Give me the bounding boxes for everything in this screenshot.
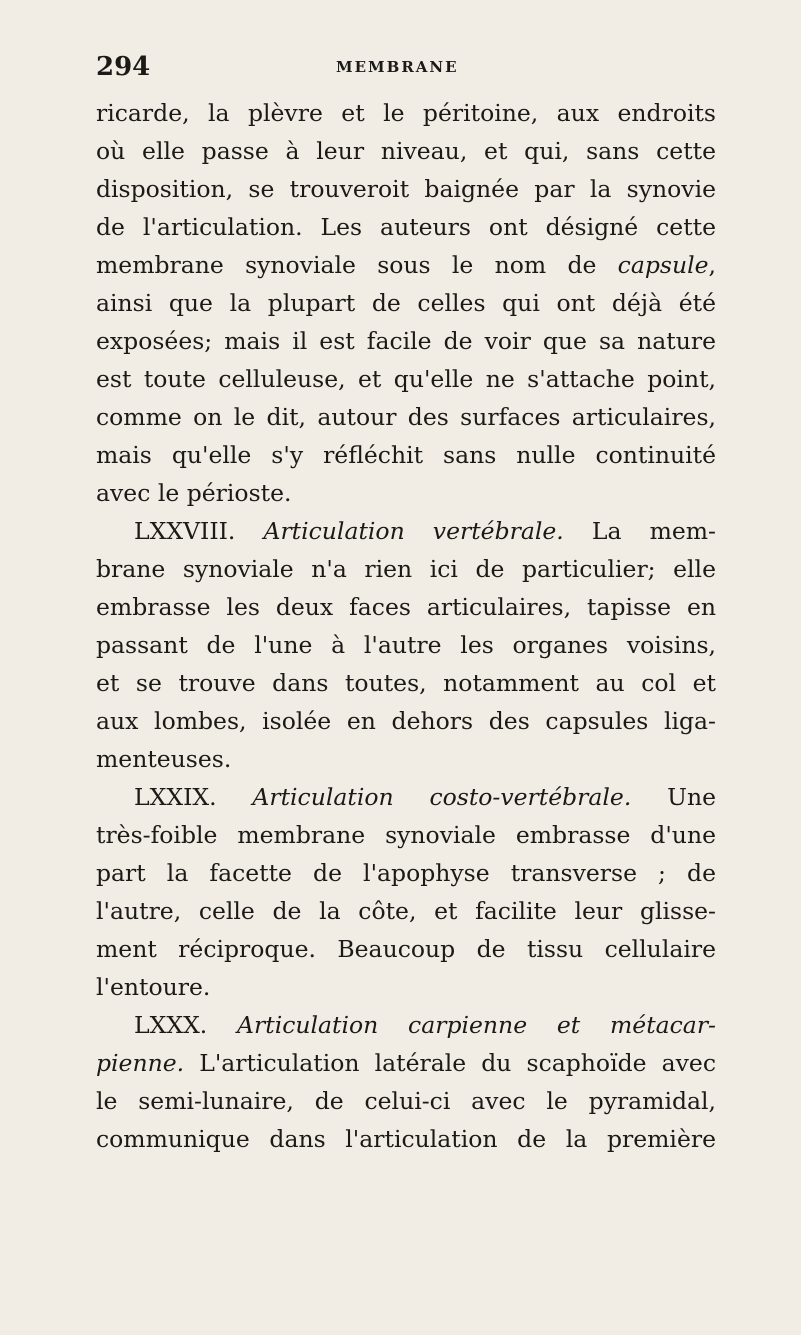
text-segment: LXXX. <box>134 1011 238 1039</box>
text-segment: passant de l'une à l'autre les organes voisins, <box>96 631 716 659</box>
text-segment: comme on le dit, autour des surfaces articulaires, <box>96 403 716 431</box>
text-segment: l'entoure. <box>96 973 211 1001</box>
text-segment: brane synoviale n'a rien ici de particulier; elle <box>96 555 716 583</box>
text-line <box>96 398 716 436</box>
text-segment: L'articulation latérale du scaphoïde avec <box>184 1049 716 1077</box>
text-segment: part la facette de l'apophyse transverse ; de <box>96 859 716 887</box>
text-segment: ainsi que la plupart de celles qui ont déjà été <box>96 289 716 317</box>
text-line <box>96 208 716 246</box>
text-line <box>96 132 716 170</box>
page-header <box>96 52 716 92</box>
text-segment: très-foible membrane synoviale embrasse d'une <box>96 821 716 849</box>
text-segment: aux lombes, isolée en dehors des capsules liga- <box>96 707 716 735</box>
text-line <box>96 94 716 132</box>
text-line <box>96 322 716 360</box>
italic-heading: pienne. <box>96 1049 185 1077</box>
italic-heading: Articulation costo-vertébrale. <box>252 783 632 811</box>
text-line <box>96 626 716 664</box>
text-line <box>96 930 716 968</box>
text-line <box>96 968 716 1006</box>
text-line <box>96 1006 716 1044</box>
text-segment: LXXIX. <box>134 783 253 811</box>
text-line <box>96 284 716 322</box>
text-line <box>96 1082 716 1120</box>
text-segment: l'autre, celle de la côte, et facilite leur glisse- <box>96 897 716 925</box>
text-line <box>96 778 716 816</box>
text-line <box>96 474 716 512</box>
text-segment: Une <box>631 783 716 811</box>
text-segment: ment réciproque. Beaucoup de tissu cellulaire <box>96 935 716 963</box>
text-line <box>96 740 716 778</box>
text-segment: exposées; mais il est facile de voir que sa nature <box>96 327 716 355</box>
running-title: MEMBRANE <box>336 58 459 76</box>
text-segment: est toute celluleuse, et qu'elle ne s'attache point, <box>96 365 716 393</box>
text-segment: communique dans l'articulation de la première <box>96 1125 716 1153</box>
text-line <box>96 664 716 702</box>
page-number: 294 <box>96 52 151 82</box>
text-line <box>96 588 716 626</box>
text-line <box>96 512 716 550</box>
text-line <box>96 854 716 892</box>
text-segment: disposition, se trouveroit baignée par la synovie <box>96 175 716 203</box>
text-segment: mais qu'elle s'y réfléchit sans nulle continuité <box>96 441 716 469</box>
text-line <box>96 246 716 284</box>
text-line <box>96 1120 716 1158</box>
text-segment: le semi-lunaire, de celui-ci avec le pyramidal, <box>96 1087 716 1115</box>
text-line <box>96 436 716 474</box>
text-segment: menteuses. <box>96 745 232 773</box>
text-line <box>96 702 716 740</box>
text-line <box>96 1044 716 1082</box>
text-line <box>96 550 716 588</box>
body-text <box>96 94 716 1158</box>
text-segment: avec le périoste. <box>96 479 292 507</box>
text-segment: où elle passe à leur niveau, et qui, sans cette <box>96 137 716 165</box>
text-line <box>96 360 716 398</box>
text-line <box>96 816 716 854</box>
text-segment: embrasse les deux faces articulaires, tapisse en <box>96 593 716 621</box>
text-segment: LXXVIII. <box>134 517 264 545</box>
text-segment: ricarde, la plèvre et le péritoine, aux endroits <box>96 99 716 127</box>
text-segment: membrane synoviale sous le nom de <box>96 251 618 279</box>
text-line <box>96 892 716 930</box>
text-segment: et se trouve dans toutes, notamment au col et <box>96 669 716 697</box>
text-segment: de l'articulation. Les auteurs ont désigné cette <box>96 213 716 241</box>
text-line <box>96 170 716 208</box>
italic-heading: Articulation carpienne et métacar- <box>237 1011 716 1039</box>
text-segment: , <box>708 251 716 279</box>
italic-heading: Articulation vertébrale. <box>263 517 564 545</box>
italic-heading: capsule <box>617 251 709 279</box>
text-segment: La mem- <box>563 517 716 545</box>
